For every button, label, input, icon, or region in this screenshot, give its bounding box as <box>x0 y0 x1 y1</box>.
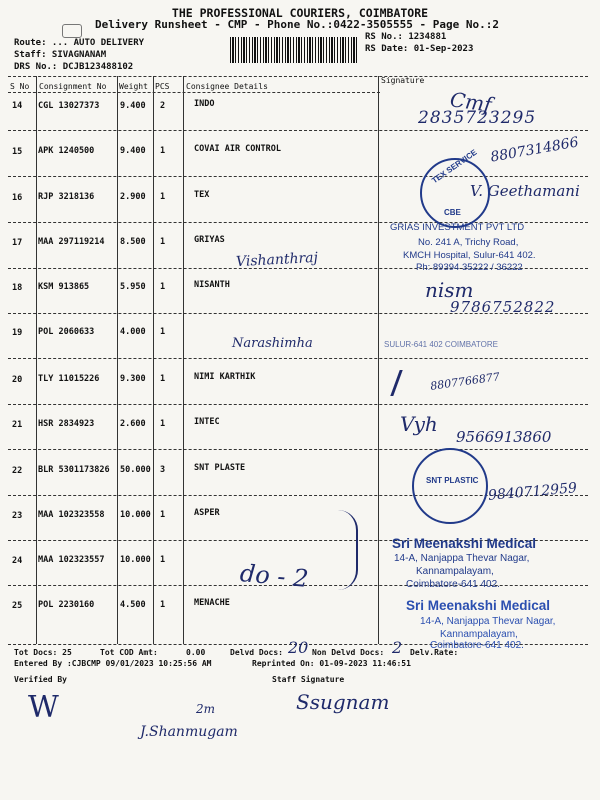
signature-21b: 9566913860 <box>456 428 552 446</box>
stamp-narashimha: SULUR-641 402 COIMBATORE <box>384 340 498 349</box>
reprinted-on: Reprinted On: 01-09-2023 11:46:51 <box>252 659 411 668</box>
total-docs: Tot Docs: 25 <box>14 648 72 657</box>
stamp-service-text: TEX SERVICE <box>430 147 479 186</box>
col-sno: S No <box>10 82 30 91</box>
snt-stamp <box>412 448 488 524</box>
stamp-griyas-line1: GRIAS INVESTMENT PVT LTD <box>390 222 525 233</box>
signature-14b: 2835723295 <box>418 108 537 128</box>
signature-21a: Vyh <box>400 412 438 436</box>
signature-24: do - 2 <box>238 559 310 593</box>
stamp-snt-text: SNT PLASTIC <box>426 476 479 485</box>
col-pcs: PCS <box>155 82 170 91</box>
stamp-meenakshi-1-addr1: 14-A, Nanjappa Thevar Nagar, <box>394 553 530 564</box>
staff-label: Staff: SIVAGNANAM <box>14 50 107 60</box>
delivery-rate-label: Delv.Rate: <box>410 648 459 657</box>
col-weight: Weight <box>119 82 148 91</box>
bottom-signature-mark: 2m <box>196 702 216 716</box>
scribble-mark <box>390 370 432 396</box>
stamp-griyas-line2: No. 241 A, Trichy Road, <box>418 237 519 248</box>
stamp-meenakshi-1-addr3: Coimbatore-641 402. <box>406 579 500 590</box>
total-cod-value: 0.00 <box>186 648 206 657</box>
stamp-meenakshi-1-addr2: Kannampalayam, <box>416 566 494 577</box>
col-consignment: Consignment No <box>39 82 107 91</box>
stamp-meenakshi-1-name: Sri Meenakshi Medical <box>392 536 537 551</box>
signature-22: 9840712959 <box>487 480 578 504</box>
hand-bracket <box>338 510 358 590</box>
stamp-meenakshi-2-name: Sri Meenakshi Medical <box>406 598 551 613</box>
signature-20: 8807766877 <box>429 370 501 393</box>
stamp-meenakshi-2-addr1: 14-A, Nanjappa Thevar Nagar, <box>420 616 556 627</box>
runsheet-subtitle: Delivery Runsheet - CMP - Phone No.:0422-3505555 - Page No.:2 <box>95 18 499 31</box>
stamp-cbe-text: CBE <box>444 208 461 217</box>
stamp-meenakshi-2-addr3: Coimbatore-641 402. <box>430 640 524 651</box>
signature-18a: nism <box>425 278 474 302</box>
signature-18b: 9786752822 <box>450 298 556 316</box>
delivered-docs-value: 20 <box>288 638 309 657</box>
signature-17: Vishanthraj <box>235 249 319 271</box>
col-consignee: Consignee Details <box>186 82 268 91</box>
signature-16: V. Geethamani <box>470 182 580 200</box>
table-header-rule <box>8 92 380 93</box>
stamp-meenakshi-2-addr2: Kannampalayam, <box>440 629 518 640</box>
bottom-signature: J.Shanmugam <box>140 724 238 740</box>
barcode <box>230 37 358 63</box>
rs-number: RS No.: 1234881 <box>365 32 447 42</box>
non-delivered-value: 2 <box>392 638 403 657</box>
signature-15: 8807314866 <box>489 134 580 166</box>
route-label: Route: ... AUTO DELIVERY <box>14 38 145 48</box>
drs-label: DRS No.: DCJB123488102 <box>14 62 134 72</box>
non-delivered-label: Non Delvd Docs: <box>312 648 385 657</box>
staff-signature: Ssugnam <box>296 690 390 714</box>
verified-signature: W <box>28 690 59 725</box>
verified-by-label: Verified By <box>14 675 67 684</box>
company-logo <box>62 24 82 38</box>
col-signature: Signature <box>381 76 425 85</box>
staff-signature-label: Staff Signature <box>272 675 345 684</box>
delivered-docs-label: Delvd Docs: <box>230 648 283 657</box>
rs-date: RS Date: 01-Sep-2023 <box>365 44 474 54</box>
signature-19: Narashimha <box>232 336 313 351</box>
company-title: THE PROFESSIONAL COURIERS, COIMBATORE <box>171 6 429 20</box>
entered-by: Entered By :CJBCMP 09/01/2023 10:25:56 AM <box>14 659 212 668</box>
stamp-griyas-line3: KMCH Hospital, Sulur-641 402. <box>403 250 536 261</box>
total-cod-label: Tot COD Amt: <box>100 648 158 657</box>
stamp-griyas-line4: Ph: 89394 35222 / 36222 <box>416 262 523 273</box>
signature-14a: Cmf <box>448 87 494 117</box>
table-top-rule <box>8 76 588 77</box>
